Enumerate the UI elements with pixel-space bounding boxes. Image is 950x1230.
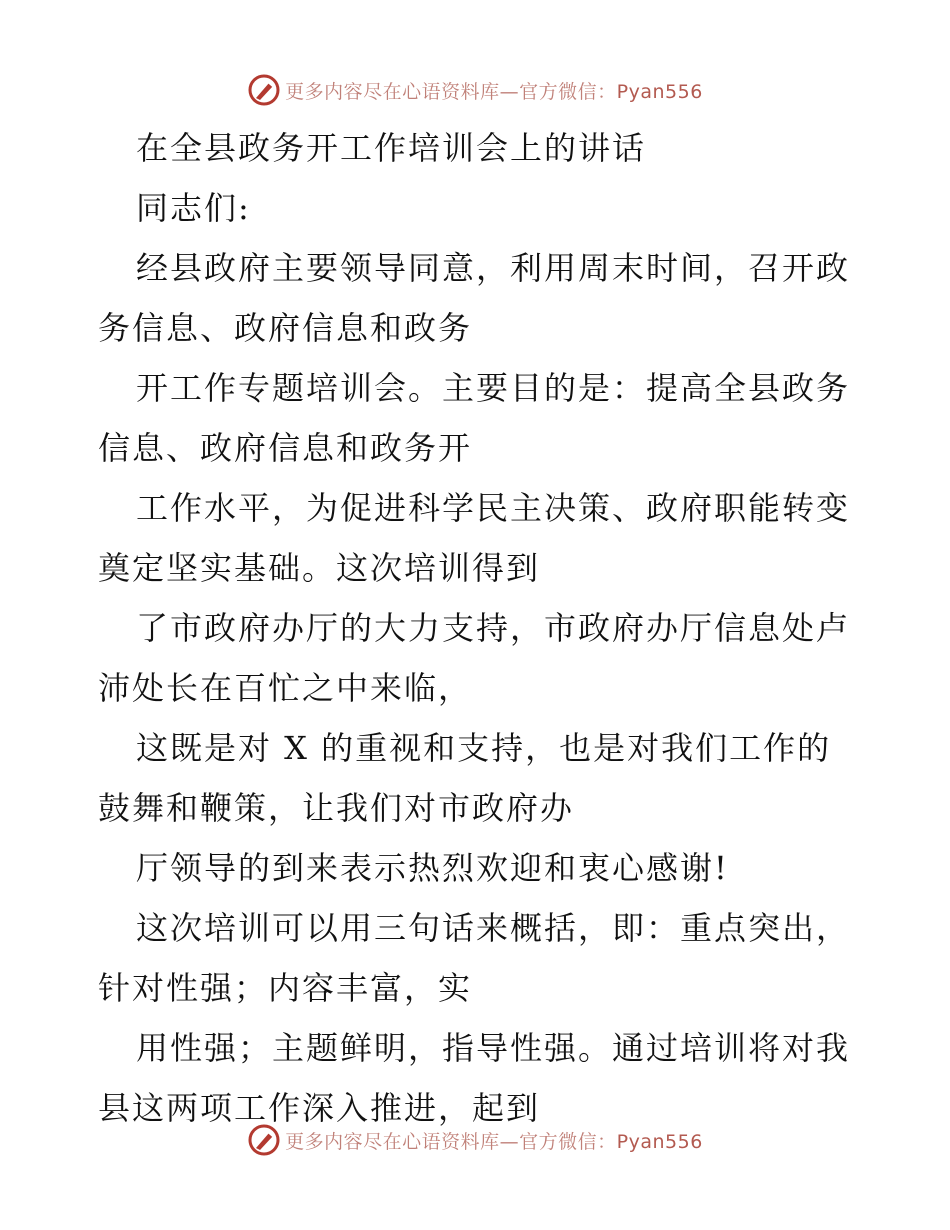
paragraph-line: 经县政府主要领导同意，利用周末时间，召开政 xyxy=(136,249,851,287)
pen-logo-icon xyxy=(247,73,281,107)
pen-logo-icon xyxy=(247,1123,281,1157)
paragraph-line: 用性强；主题鲜明，指导性强。通过培训将对我 xyxy=(136,1029,851,1067)
paragraph-line: 工作水平，为促进科学民主决策、政府职能转变 xyxy=(136,489,851,527)
paragraph-line: 了市政府办厅的大力支持，市政府办厅信息处卢 xyxy=(136,609,851,647)
paragraph-line: 鼓舞和鞭策，让我们对市政府办 xyxy=(98,789,575,827)
paragraph-line: 这既是对 X 的重视和支持，也是对我们工作的 xyxy=(136,729,832,767)
paragraph-line: 厅领导的到来表示热烈欢迎和衷心感谢! xyxy=(136,849,729,887)
paragraph-line: 这次培训可以用三句话来概括，即：重点突出， xyxy=(136,909,851,947)
paragraph-line: 开工作专题培训会。主要目的是：提高全县政务 xyxy=(136,369,851,407)
paragraph-line: 沛处长在百忙之中来临， xyxy=(98,669,473,707)
header-watermark xyxy=(0,70,950,110)
paragraph-line: 信息、政府信息和政务开 xyxy=(98,429,473,467)
watermark-text: 更多内容尽在心语资料库—官方微信：Pyan556 xyxy=(285,80,703,103)
document-title: 在全县政务开工作培训会上的讲话 xyxy=(136,129,647,167)
paragraph-line: 县这两项工作深入推进，起到 xyxy=(98,1089,541,1127)
footer-watermark xyxy=(0,1120,950,1160)
paragraph-line: 奠定坚实基础。这次培训得到 xyxy=(98,549,541,587)
paragraph-line: 针对性强；内容丰富，实 xyxy=(98,969,473,1007)
paragraph-line: 同志们: xyxy=(136,189,251,227)
paragraph-line: 务信息、政府信息和政务 xyxy=(98,309,473,347)
watermark-text: 更多内容尽在心语资料库—官方微信：Pyan556 xyxy=(285,1130,703,1153)
document-body xyxy=(98,118,858,1138)
